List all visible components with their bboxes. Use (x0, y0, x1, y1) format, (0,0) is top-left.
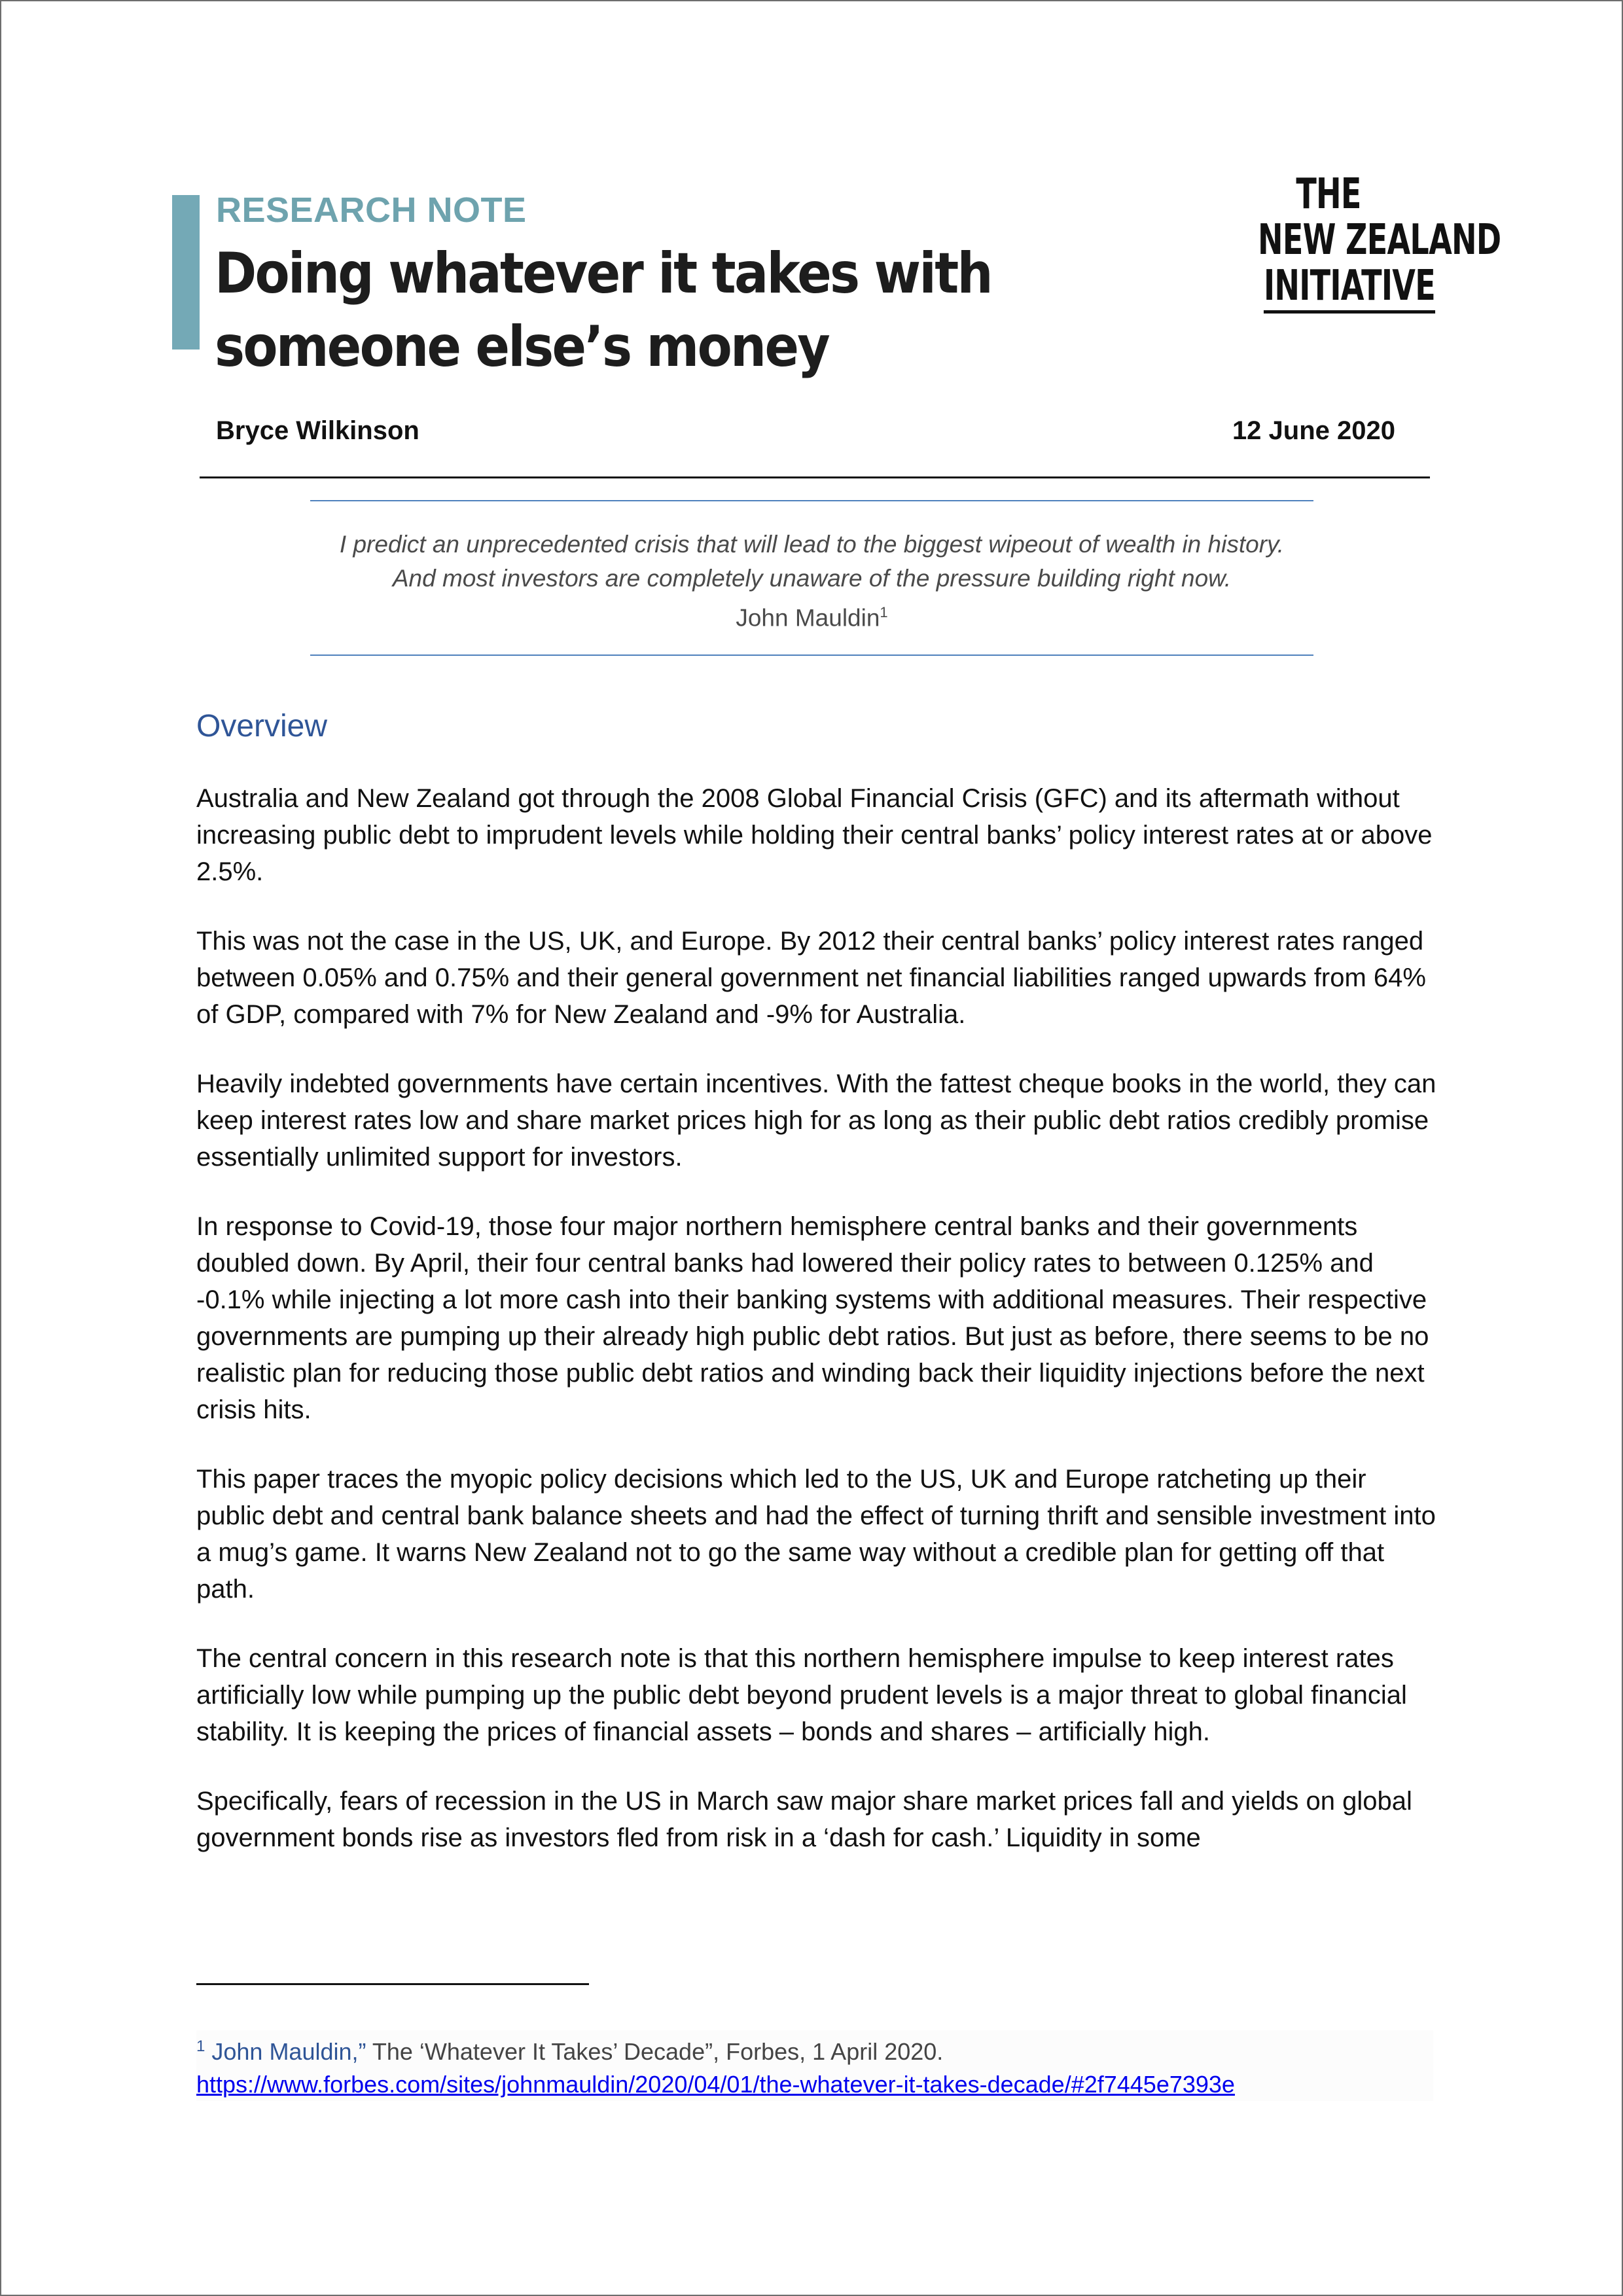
document-title: Doing whatever it takes with someone else’s money (215, 241, 991, 380)
logo-line-1: THE (1296, 170, 1361, 219)
paragraph: Australia and New Zealand got through the 2008 Global Financial Crisis (GFC) and its aftermath without increasing public debt to imprudent levels while holding their central banks’ policy interest rates at or above 2.5%. (196, 784, 1433, 886)
paragraph: Specifically, fears of recession in the US in March saw major share market prices fall and yields on global government bonds rise as investors fled from risk in a ‘dash for cash.’ Liquidity in some (196, 1787, 1412, 1852)
logo-line-2: NEW ZEALAND (1258, 216, 1501, 264)
document-type-label: RESEARCH NOTE (216, 190, 527, 230)
publication-date: 12 June 2020 (1232, 416, 1395, 445)
footnote-separator (196, 1983, 589, 1985)
section-heading: Overview (196, 709, 328, 744)
footnote-link[interactable]: https://www.forbes.com/sites/johnmauldin/2020/04/01/the-whatever-it-takes-decade/#2f7445e7393e (196, 2071, 1235, 2098)
epigraph-top-rule (310, 500, 1313, 501)
epigraph-bottom-rule (310, 655, 1313, 656)
epigraph-line-2: And most investors are completely unaware of the pressure building right now. (392, 565, 1232, 592)
footnote-number: 1 (196, 2037, 205, 2055)
epigraph (310, 528, 1313, 635)
header-divider (200, 476, 1430, 478)
accent-bar (172, 195, 200, 350)
footnote (196, 2030, 1433, 2101)
epigraph-attribution: John Mauldin (736, 604, 880, 632)
logo-line-3: INITIATIVE (1264, 263, 1435, 314)
footnote-reference[interactable]: 1 (880, 604, 888, 620)
footnote-citation: The ‘Whatever It Takes’ Decade”, Forbes, 1 April 2020. (366, 2038, 944, 2065)
author-name: Bryce Wilkinson (216, 416, 419, 445)
paragraph: This paper traces the myopic policy decisions which led to the US, UK and Europe ratcheting up their public debt and central bank balance sheets and had the effect of turning thrift and sensible investment into a mug’s game. It warns New Zealand not to go the same way without a credible plan for getting off that path. (196, 1465, 1436, 1604)
paragraph: In response to Covid-19, those four major northern hemisphere central banks and their governments doubled down. By April, their four central banks had lowered their policy rates to between 0.125% and -0.1% while injecting a lot more cash into their banking systems with additional measures. Their respective governments are pumping up their already high public debt ratios. But just as before, there seems to be no realistic plan for reducing those public debt ratios and winding back their liquidity injections before the next crisis hits. (196, 1212, 1429, 1424)
paragraph: This was not the case in the US, UK, and Europe. By 2012 their central banks’ policy interest rates ranged between 0.05% and 0.75% and their general government net financial liabilities ranged upwards from 64% of GDP, compared with 7% for New Zealand and -9% for Australia. (196, 927, 1426, 1029)
section-body (196, 780, 1440, 1889)
paragraph: Heavily indebted governments have certain incentives. With the fattest cheque books in the world, they can keep interest rates low and share market prices high for as long as their public debt ratios credibly promise essentially unlimited support for investors. (196, 1069, 1436, 1172)
footnote-author: John Mauldin,” (211, 2038, 366, 2065)
paragraph: The central concern in this research note is that this northern hemisphere impulse to keep interest rates artificially low while pumping up the public debt beyond prudent levels is a major threat to global financial stability. It is keeping the prices of financial assets – bonds and shares – artificially high. (196, 1644, 1407, 1746)
epigraph-line-1: I predict an unprecedented crisis that will lead to the biggest wipeout of wealth in history. (339, 531, 1285, 558)
organization-logo (1230, 170, 1501, 314)
